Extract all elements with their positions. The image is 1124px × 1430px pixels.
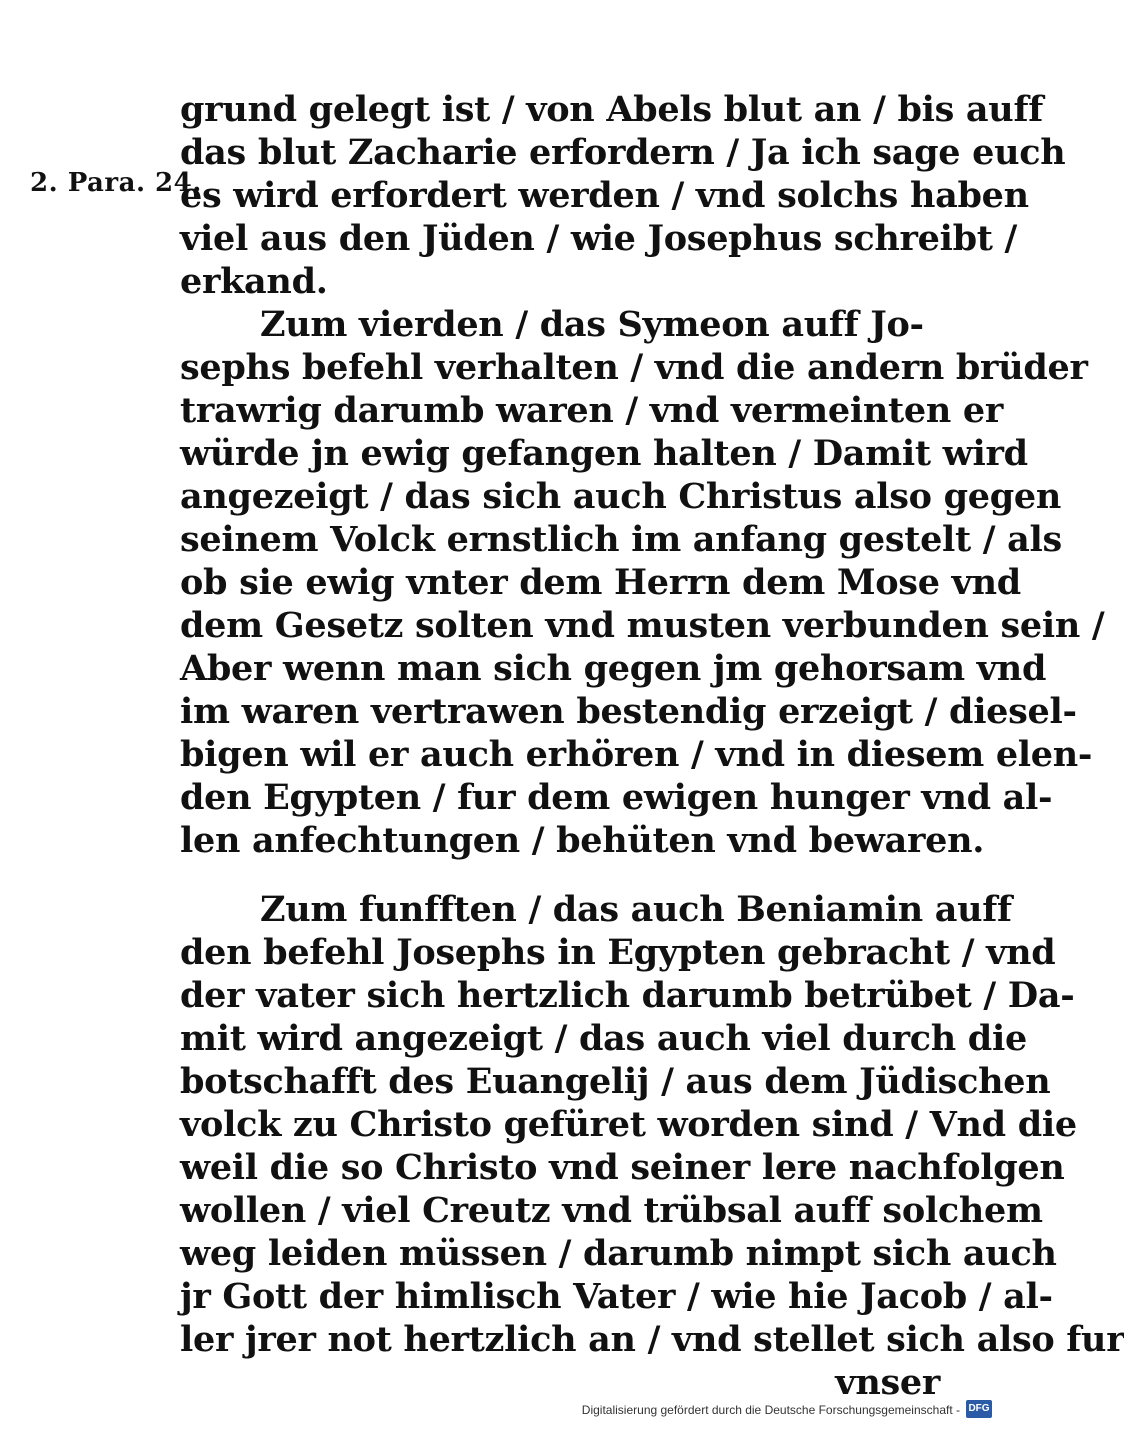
text-line: der vater sich hertzlich darumb betrübet / Da-	[180, 975, 1075, 1016]
text-line: bigen wil er auch erhören / vnd in diesem elen-	[180, 734, 1093, 775]
text-line: volck zu Christo gefüret worden sind / Vnd die	[180, 1104, 1077, 1145]
text-line: sephs befehl verhalten / vnd die andern brüder	[180, 347, 1088, 388]
dfg-logo-icon: DFG	[966, 1400, 992, 1418]
text-line: trawrig darumb waren / vnd vermeinten er	[180, 390, 1003, 431]
text-line: ler jrer not hertzlich an / vnd stellet sich also fur	[180, 1319, 1124, 1360]
text-line: den befehl Josephs in Egypten gebracht / vnd	[180, 932, 1056, 973]
text-line: Aber wenn man sich gegen jm gehorsam vnd	[180, 648, 1047, 689]
text-line: len anfechtungen / behüten vnd bewaren.	[180, 820, 985, 861]
margin-note: 2. Para. 24.	[30, 168, 202, 198]
text-line: seinem Volck ernstlich im anfang gestelt / als	[180, 519, 1062, 560]
text-line: erkand.	[180, 261, 328, 302]
text-line: botschafft des Euangelij / aus dem Jüdischen	[180, 1061, 1051, 1102]
digitization-credit: Digitalisierung gefördert durch die Deutsche Forschungsgemeinschaft -	[581, 1403, 960, 1417]
text-line: im waren vertrawen bestendig erzeigt / diesel-	[180, 691, 1077, 732]
text-line: grund gelegt ist / von Abels blut an / bis auff	[180, 89, 1043, 130]
paragraph-gap	[180, 862, 970, 888]
text-line: es wird erfordert werden / vnd solchs haben	[180, 175, 1029, 216]
catchword: vnser	[835, 1362, 940, 1403]
text-line: weg leiden müssen / darumb nimpt sich auch	[180, 1233, 1057, 1274]
text-block	[180, 88, 1124, 1404]
paragraph-1	[180, 88, 1066, 303]
text-line: mit wird angezeigt / das auch viel durch die	[180, 1018, 1027, 1059]
text-line: das blut Zacharie erfordern / Ja ich sage euch	[180, 132, 1066, 173]
text-line: viel aus den Jüden / wie Josephus schreibt /	[180, 218, 1018, 259]
text-line: Zum funfften / das auch Beniamin auff	[260, 889, 1012, 930]
text-line: dem Gesetz solten vnd musten verbunden sein /	[180, 605, 1105, 646]
text-line: wollen / viel Creutz vnd trübsal auff solchem	[180, 1190, 1043, 1231]
text-line: angezeigt / das sich auch Christus also gegen	[180, 476, 1062, 517]
paragraph-3	[180, 888, 1124, 1404]
text-line: ob sie ewig vnter dem Herrn dem Mose vnd	[180, 562, 1021, 603]
paragraph-2	[180, 303, 1105, 862]
text-line: Zum vierden / das Symeon auff Jo-	[260, 304, 924, 345]
text-line: jr Gott der himlisch Vater / wie hie Jacob / al-	[180, 1276, 1053, 1317]
text-line: würde jn ewig gefangen halten / Damit wird	[180, 433, 1028, 474]
text-line: weil die so Christo vnd seiner lere nachfolgen	[180, 1147, 1065, 1188]
text-line: den Egypten / fur dem ewigen hunger vnd al-	[180, 777, 1053, 818]
